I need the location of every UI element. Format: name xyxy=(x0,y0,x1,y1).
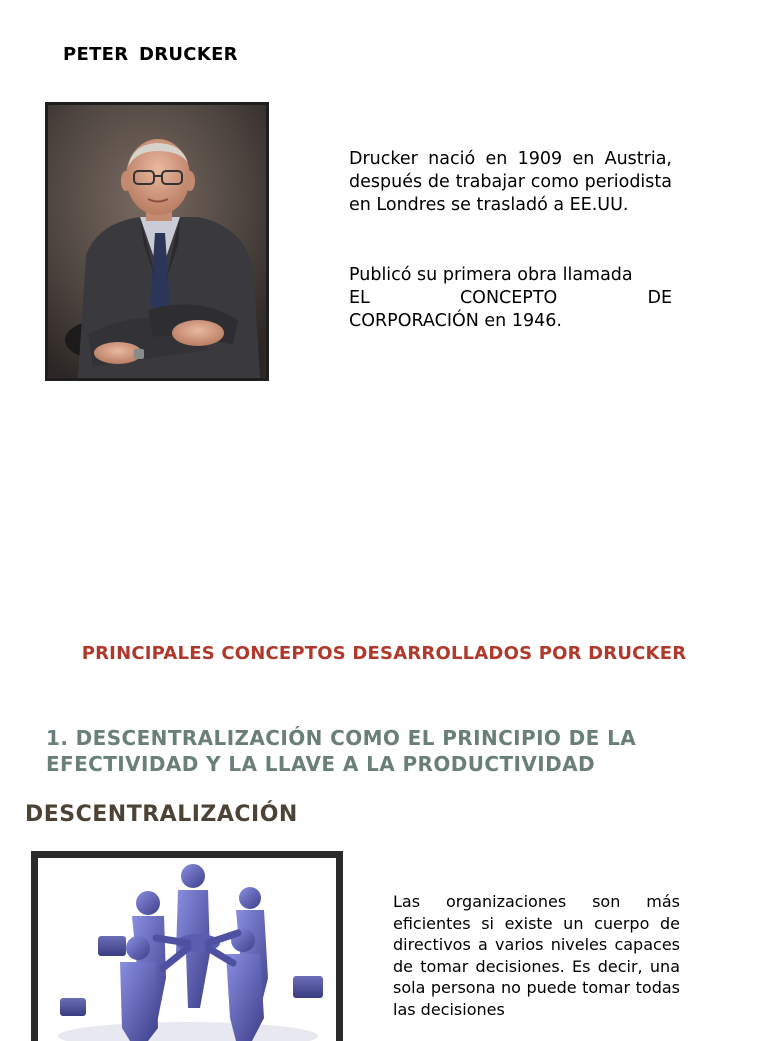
bio-paragraph-publication xyxy=(349,264,672,333)
concept-heading: 1. DESCENTRALIZACIÓN COMO EL PRINCIPIO DE LA EFECTIVIDAD Y LA LLAVE A LA PRODUCTIVIDAD xyxy=(46,726,637,776)
concept-subheading: DESCENTRALIZACIÓN xyxy=(25,802,298,827)
bio-publication-line: Publicó su primera obra llamada xyxy=(349,265,633,285)
bio-publication-line: EL CONCEPTO DE xyxy=(349,288,672,308)
bio-publication-line: CORPORACIÓN en 1946. xyxy=(349,311,562,331)
section-heading: PRINCIPALES CONCEPTOS DESARROLLADOS POR DRUCKER xyxy=(81,643,687,664)
page-title: PETER DRUCKER xyxy=(63,44,238,65)
decentralization-description: Las organizaciones son más eficientes si existe un cuerpo de directivos a varios niveles capaces de tomar decisiones. Es decir, una sola persona no puede tomar todas las decisiones xyxy=(393,892,680,1019)
drucker-portrait xyxy=(45,102,269,381)
bio-paragraph-birth: Drucker nació en 1909 en Austria, después de trabajar como periodista en Londres se trasladó a EE.UU. xyxy=(349,149,672,215)
team-illustration xyxy=(31,851,343,1041)
